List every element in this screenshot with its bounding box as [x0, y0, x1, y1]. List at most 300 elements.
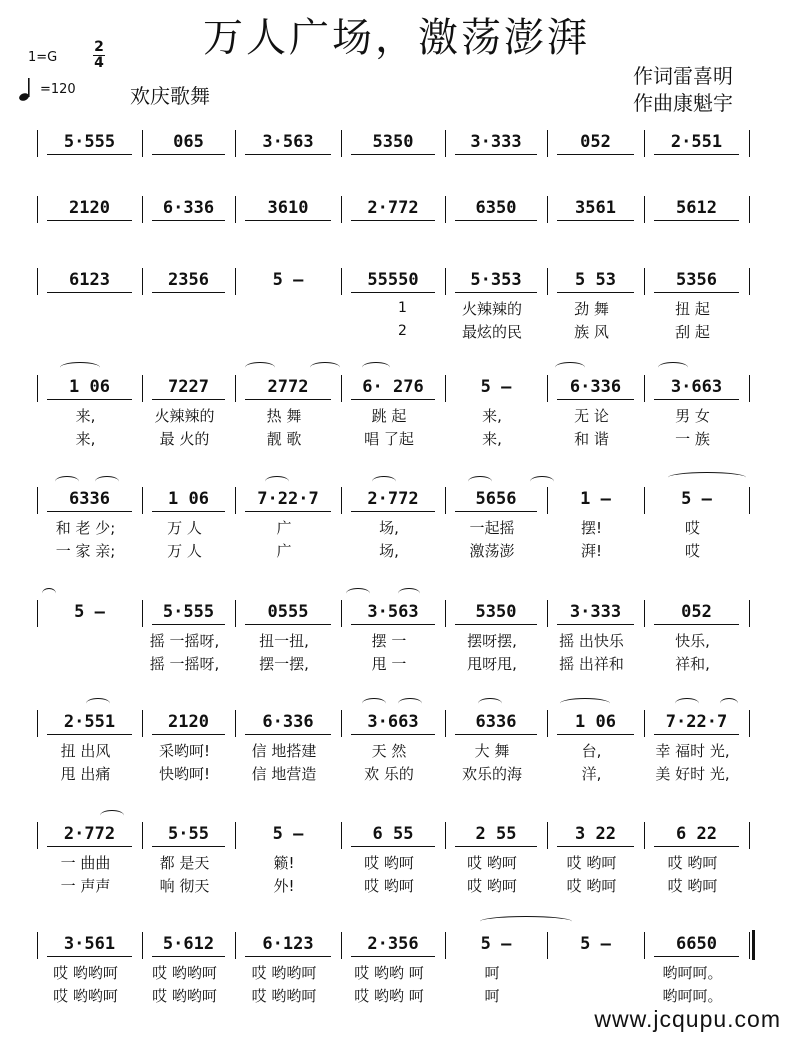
lyric-verse-1: 热 舞 [266, 407, 302, 425]
lyric-verse-1: 哟呵呵。 [662, 964, 723, 982]
barline [235, 487, 236, 514]
lyric-verse-2: 广 [276, 542, 292, 560]
slur [100, 810, 124, 821]
barline [341, 932, 342, 959]
lyric-verse-1: 哎 哟呵 [566, 854, 617, 872]
lyric-verse-2: 哎 哟呵 [667, 877, 718, 895]
slur [555, 362, 585, 373]
lyric-verse-2: 最 火的 [159, 430, 210, 448]
measure-notes: 3·333 [470, 132, 522, 152]
barline [142, 600, 143, 627]
lyric-verse-1: 广 [276, 519, 292, 537]
measure-notes: 052 [580, 132, 611, 152]
lyric-verse-1: 跳 起 [371, 407, 407, 425]
score-system [0, 710, 793, 783]
beam-underline [654, 624, 739, 625]
beam-underline [245, 734, 331, 735]
lyric-verse-2: 响 彻天 [159, 877, 210, 895]
barline [445, 932, 446, 959]
lyric-verse-1: 扭一扭, [259, 632, 309, 650]
slur [55, 476, 79, 487]
beam-underline [654, 846, 739, 847]
measure-notes: 5·55 [168, 824, 209, 844]
beam-underline [152, 399, 225, 400]
barline [644, 822, 645, 849]
measure-notes: 2·356 [367, 934, 419, 954]
lyric-verse-2: 哎 [684, 542, 700, 560]
barline [445, 710, 446, 737]
measure-notes: 3·563 [262, 132, 314, 152]
measure [241, 130, 335, 170]
measure-notes: 1 – [580, 489, 611, 509]
measure-notes: 2·772 [63, 824, 116, 844]
lyric-verse-1: 哎 哟哟 呵 [354, 964, 424, 982]
measure-notes: 6123 [69, 270, 110, 290]
measure-notes: 2356 [168, 270, 209, 290]
lyric-verse-2: 一 族 [675, 430, 710, 448]
lyric-verse-1: 台, [581, 742, 602, 760]
slur [675, 698, 699, 709]
measure [347, 130, 439, 170]
barline [749, 196, 750, 223]
lyric-verse-1: 扭 起 [675, 300, 710, 318]
measure-notes: 2772 [267, 377, 309, 397]
beam-underline [557, 846, 634, 847]
beam-underline [152, 511, 225, 512]
score-system [0, 487, 793, 560]
lyric-verse-1: 来, [75, 407, 96, 425]
score-system [0, 196, 793, 256]
barline [749, 130, 750, 157]
measure [43, 268, 136, 308]
slur [720, 698, 738, 709]
lyric-verse-2: 靓 歌 [266, 430, 302, 448]
beam-underline [557, 292, 634, 293]
lyric-verse-2: 摆一摆, [259, 655, 309, 673]
beam-underline [351, 220, 435, 221]
lyric-verse-1: 摇 出快乐 [559, 632, 624, 650]
measure-notes: 3 22 [575, 824, 616, 844]
score-system [0, 130, 793, 190]
lyric-verse-2: 快哟呵! [158, 765, 210, 783]
lyric-verse-2: 哎 哟哟呵 [251, 987, 317, 1005]
lyric-verse-1: 呵 [484, 964, 500, 982]
measure [451, 130, 541, 170]
beam-underline [152, 956, 225, 957]
barline [644, 487, 645, 514]
barline [142, 375, 143, 402]
barline [547, 487, 548, 514]
lyric-verse-2: 来, [482, 430, 502, 448]
measure-notes: 2120 [168, 712, 209, 732]
measure-notes: 7·22·7 [665, 712, 728, 732]
barline [547, 130, 548, 157]
lyric-verse-2: 信 地营造 [251, 765, 317, 783]
slur [346, 588, 370, 599]
lyric-verse-2: 甩呀甩, [467, 655, 517, 673]
lyric-verse-2: 场, [379, 542, 399, 560]
lyric-verse-2: 洋, [581, 765, 602, 783]
lyric-verse-2: 美 好时 光, [655, 765, 730, 783]
score-system [0, 822, 793, 895]
performance-style: 欢庆歌舞 [130, 84, 210, 108]
measure-notes: 5 – [74, 602, 105, 622]
measure [347, 268, 439, 308]
verse-number: 2 [398, 323, 407, 339]
lyric-verse-2: 湃! [580, 542, 602, 560]
lyric-verse-2: 哎 哟哟 呵 [354, 987, 424, 1005]
barline [445, 196, 446, 223]
barline [341, 196, 342, 223]
measure-notes: 6·336 [569, 377, 622, 397]
measure-notes: 7227 [168, 377, 209, 397]
measure-notes: 3561 [575, 198, 616, 218]
barline [37, 487, 38, 514]
measure [347, 196, 439, 236]
barline [37, 130, 38, 157]
barline [749, 487, 750, 514]
beam-underline [245, 624, 331, 625]
measure-notes: 5350 [372, 132, 414, 152]
lyric-verse-2: 甩 出痛 [60, 765, 111, 783]
slur [362, 698, 386, 709]
lyric-verse-2: 和 谐 [574, 430, 609, 448]
lyric-verse-2: 摇 一摇呀, [149, 655, 220, 673]
score-system [0, 375, 793, 448]
barline [749, 268, 750, 295]
barline [749, 932, 750, 959]
barline [235, 130, 236, 157]
measure-notes: 5612 [676, 198, 717, 218]
beam-underline [455, 220, 537, 221]
slur [468, 476, 492, 487]
measure-notes: 6·336 [262, 712, 314, 732]
score-system [0, 600, 793, 673]
lyric-verse-1: 哎 哟呵 [667, 854, 718, 872]
slur [372, 476, 396, 487]
beam-underline [351, 399, 435, 400]
barline [142, 710, 143, 737]
measure-notes: 5·555 [63, 132, 116, 152]
lyric-verse-1: 扭 出风 [60, 742, 111, 760]
barline [341, 822, 342, 849]
lyric-verse-1: 场, [379, 519, 399, 537]
barline [547, 268, 548, 295]
lyric-verse-2: 外! [273, 877, 295, 895]
barline [235, 822, 236, 849]
barline [547, 710, 548, 737]
measure-notes: 2·772 [367, 489, 419, 509]
lyric-verse-1: 幸 福时 光, [655, 742, 730, 760]
lyric-verse-2: 甩 一 [371, 655, 407, 673]
measure [43, 130, 136, 170]
quarter-note-icon [18, 76, 36, 106]
lyric-verse-1: 万 人 [167, 519, 202, 537]
lyric-verse-1: 摆 一 [371, 632, 407, 650]
slur [480, 916, 572, 927]
lyric-verse-2: 哎 哟哟呵 [53, 987, 118, 1005]
slur [398, 588, 420, 599]
lyric-verse-1: 一起摇 [469, 519, 515, 537]
time-signature-top: 2 [94, 39, 104, 55]
slur [530, 476, 554, 487]
measure-notes: 6350 [475, 198, 517, 218]
slur [668, 472, 746, 483]
beam-underline [557, 734, 634, 735]
measure-notes: 5 – [480, 934, 512, 954]
lyric-verse-1: 一 曲曲 [60, 854, 111, 872]
measure [553, 130, 638, 170]
barline [644, 710, 645, 737]
barline [547, 375, 548, 402]
measure-notes: 065 [173, 132, 204, 152]
barline [749, 710, 750, 737]
measure-notes: 2·551 [670, 132, 723, 152]
barline [445, 487, 446, 514]
beam-underline [47, 511, 132, 512]
barline [547, 196, 548, 223]
measure-notes: 5356 [676, 270, 717, 290]
barline [644, 130, 645, 157]
lyric-verse-2: 哟呵呵。 [662, 987, 723, 1005]
measure [553, 196, 638, 236]
lyric-verse-1: 天 然 [371, 742, 407, 760]
lyric-verse-1: 摇 一摇呀, [149, 632, 220, 650]
measure-notes: 5·612 [162, 934, 215, 954]
lyric-verse-1: 火辣辣的 [154, 407, 215, 425]
beam-underline [152, 154, 225, 155]
slur [245, 362, 275, 373]
slur [398, 698, 422, 709]
measure-notes: 3·563 [367, 602, 419, 622]
lyric-verse-2: 哎 哟哟呵 [152, 987, 217, 1005]
beam-underline [351, 624, 435, 625]
barline [37, 196, 38, 223]
measure-notes: 6 55 [372, 824, 414, 844]
measure-notes: 2·772 [367, 198, 419, 218]
lyric-verse-2: 唱 了起 [364, 430, 414, 448]
verse-number: 1 [398, 300, 407, 316]
barline [235, 375, 236, 402]
beam-underline [557, 154, 634, 155]
measure-notes: 6·336 [162, 198, 215, 218]
beam-underline [557, 624, 634, 625]
measure-notes: 3610 [267, 198, 309, 218]
slur [478, 698, 502, 709]
barline [37, 932, 38, 959]
barline [235, 268, 236, 295]
measure-notes: 5 – [580, 934, 611, 954]
barline [749, 375, 750, 402]
beam-underline [245, 220, 331, 221]
beam-underline [351, 846, 435, 847]
barline [37, 375, 38, 402]
lyric-verse-2: 哎 哟呵 [467, 877, 517, 895]
lyric-verse-1: 来, [482, 407, 502, 425]
barline [341, 487, 342, 514]
beam-underline [245, 399, 331, 400]
measure [650, 130, 743, 170]
score-system [0, 932, 793, 1005]
lyric-verse-2: 哎 哟呵 [566, 877, 617, 895]
measure-notes: 5·353 [470, 270, 522, 290]
lyric-verse-2: 祥和, [675, 655, 710, 673]
lyric-verse-2: 来, [75, 430, 96, 448]
lyric-verse-1: 哎 哟哟呵 [53, 964, 118, 982]
measure [241, 268, 335, 308]
measure-notes: 0555 [267, 602, 309, 622]
lyric-verse-2: 激荡澎 [469, 542, 515, 560]
lyric-verse-1: 采哟呵! [158, 742, 210, 760]
watermark: www.jcqupu.com [594, 1006, 781, 1032]
lyric-verse-1: 哎 [684, 519, 700, 537]
barline [547, 932, 548, 959]
beam-underline [455, 624, 537, 625]
barline [445, 600, 446, 627]
beam-underline [245, 154, 331, 155]
measure [451, 196, 541, 236]
lyric-verse-2: 摇 出祥和 [559, 655, 624, 673]
measure-notes: 6336 [69, 489, 110, 509]
beam-underline [557, 399, 634, 400]
barline [235, 932, 236, 959]
measure-notes: 6·123 [262, 934, 314, 954]
slur [42, 588, 56, 599]
measure-notes: 5 – [681, 489, 712, 509]
measure-notes: 6· 276 [362, 377, 424, 397]
barline [235, 710, 236, 737]
measure [148, 130, 229, 170]
beam-underline [455, 734, 537, 735]
slur [362, 362, 390, 373]
barline [37, 268, 38, 295]
lyric-verse-1: 都 是天 [159, 854, 210, 872]
barline [644, 932, 645, 959]
slur [95, 476, 119, 487]
barline [341, 268, 342, 295]
barline [341, 375, 342, 402]
measure-notes: 5350 [475, 602, 517, 622]
measure-notes: 1 06 [168, 489, 209, 509]
beam-underline [351, 511, 435, 512]
lyric-verse-2: 刮 起 [675, 323, 710, 341]
slur [310, 362, 340, 373]
lyric-verse-2: 哎 哟呵 [364, 877, 414, 895]
measure-notes: 3·561 [63, 934, 116, 954]
beam-underline [152, 292, 225, 293]
lyric-verse-1: 快乐, [675, 632, 710, 650]
score-system [0, 268, 793, 341]
barline [445, 268, 446, 295]
barline [37, 710, 38, 737]
barline [142, 932, 143, 959]
lyric-verse-2: 欢 乐的 [364, 765, 414, 783]
measure-notes: 5·555 [162, 602, 215, 622]
barline [445, 130, 446, 157]
lyric-verse-1: 摆呀摆, [467, 632, 517, 650]
slur [265, 476, 289, 487]
measure-notes: 1 06 [69, 377, 110, 397]
composer-credit: 作曲康魁宇 [633, 91, 733, 115]
lyric-verse-1: 和 老 少; [55, 519, 116, 537]
barline [142, 268, 143, 295]
barline [235, 196, 236, 223]
measure-notes: 2 55 [475, 824, 517, 844]
measure-notes: 3·333 [569, 602, 622, 622]
beam-underline [47, 292, 132, 293]
beam-underline [47, 154, 132, 155]
lyric-verse-2: 一 家 亲; [55, 542, 116, 560]
beam-underline [152, 846, 225, 847]
barline [749, 822, 750, 849]
lyric-verse-1: 哎 哟呵 [467, 854, 517, 872]
beam-underline [152, 220, 225, 221]
measure-notes: 6650 [676, 934, 717, 954]
barline [142, 487, 143, 514]
measure-notes: 3·663 [670, 377, 723, 397]
measure-notes: 5 – [272, 824, 304, 844]
lyricist-credit: 作词雷喜明 [633, 64, 733, 88]
lyric-verse-2: 欢乐的海 [461, 765, 522, 783]
barline [341, 600, 342, 627]
beam-underline [455, 292, 537, 293]
lyric-verse-1: 无 论 [574, 407, 609, 425]
measure [553, 932, 638, 972]
lyric-verse-2: 万 人 [167, 542, 202, 560]
barline [142, 822, 143, 849]
lyric-verse-2: 呵 [484, 987, 500, 1005]
beam-underline [351, 292, 435, 293]
beam-underline [245, 956, 331, 957]
song-title: 万人广场，激荡澎湃 [203, 15, 590, 61]
measure-notes: 2·551 [63, 712, 116, 732]
barline [547, 600, 548, 627]
lyric-verse-1: 哎 哟哟呵 [152, 964, 217, 982]
measure [241, 196, 335, 236]
key-signature: 1=G [28, 50, 58, 65]
measure [43, 600, 136, 640]
beam-underline [654, 956, 739, 957]
beam-underline [351, 956, 435, 957]
barline [445, 822, 446, 849]
measure-notes: 6336 [475, 712, 517, 732]
measure [148, 196, 229, 236]
beam-underline [654, 734, 739, 735]
beam-underline [455, 511, 537, 512]
barline [341, 710, 342, 737]
beam-underline [654, 154, 739, 155]
beam-underline [47, 399, 132, 400]
slur [560, 698, 610, 709]
tempo-marking: =120 [40, 82, 76, 97]
beam-underline [351, 734, 435, 735]
beam-underline [557, 220, 634, 221]
slur [658, 362, 688, 373]
beam-underline [455, 846, 537, 847]
beam-underline [47, 220, 132, 221]
barline [142, 130, 143, 157]
measure-notes: 1 06 [575, 712, 616, 732]
measure-notes: 2120 [69, 198, 110, 218]
barline [235, 600, 236, 627]
time-signature [92, 40, 106, 71]
lyric-verse-1: 男 女 [675, 407, 710, 425]
lyric-verse-1: 哎 哟哟呵 [251, 964, 317, 982]
lyric-verse-2: 一 声声 [60, 877, 111, 895]
barline [37, 600, 38, 627]
lyric-verse-1: 哎 哟呵 [364, 854, 414, 872]
beam-underline [152, 734, 225, 735]
